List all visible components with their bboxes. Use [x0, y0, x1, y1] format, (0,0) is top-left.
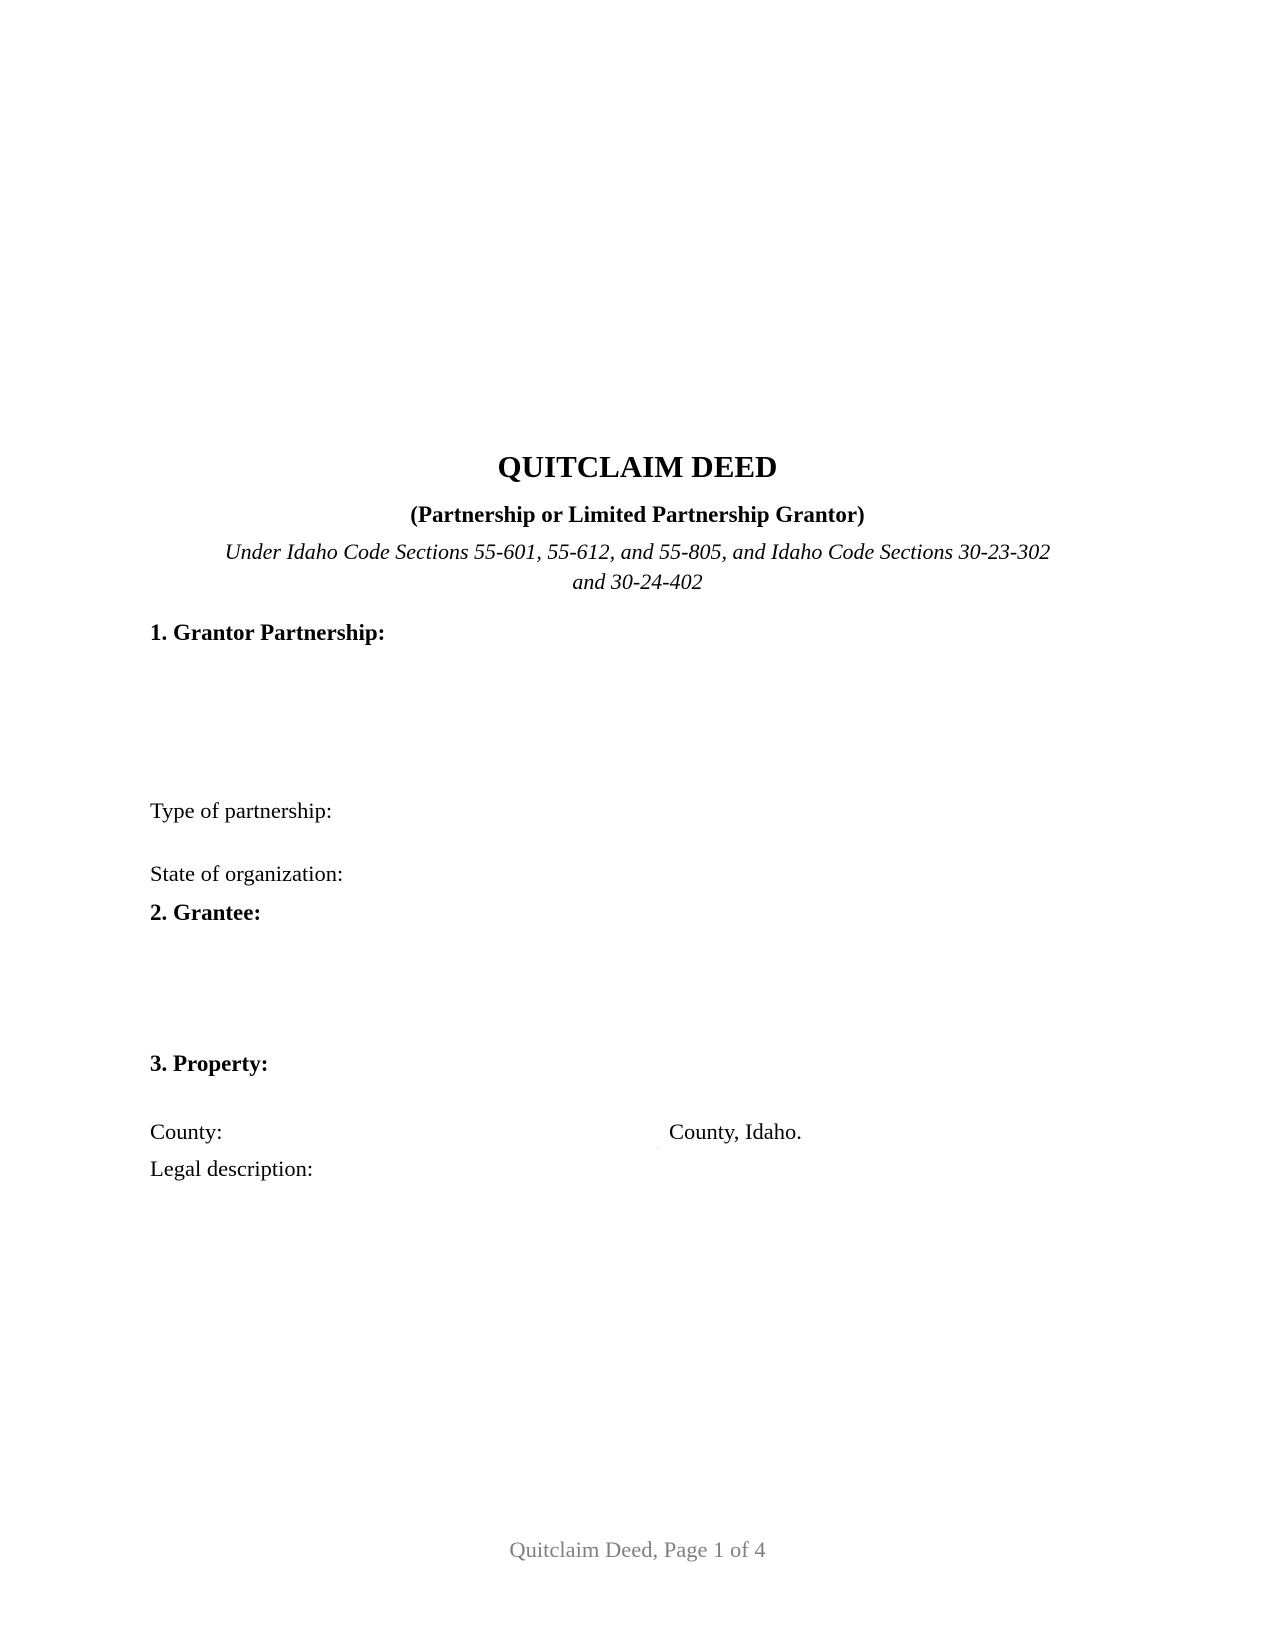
document-title: QUITCLAIM DEED [497, 449, 778, 484]
grantee-heading: 2. Grantee: [150, 900, 262, 925]
state-of-organization-label: State of organization: [150, 861, 344, 886]
statute-reference-line-2: and 30-24-402 [572, 569, 703, 594]
property-heading: 3. Property: [150, 1051, 269, 1076]
statute-reference-line-1: Under Idaho Code Sections 55-601, 55-612, and 55-805, and Idaho Code Sections 30-23-302 [224, 539, 1051, 564]
document-subtitle: (Partnership or Limited Partnership Grantor) [410, 502, 865, 527]
partnership-type-label: Type of partnership: [150, 798, 333, 823]
field-marker [657, 1148, 658, 1149]
page-footer: Quitclaim Deed, Page 1 of 4 [509, 1537, 766, 1562]
statute-reference [0, 537, 1275, 597]
legal-description-label: Legal description: [150, 1156, 314, 1181]
grantor-heading: 1. Grantor Partnership: [150, 620, 386, 645]
county-label: County: [150, 1119, 223, 1144]
county-idaho-text: County, Idaho. [669, 1119, 802, 1144]
